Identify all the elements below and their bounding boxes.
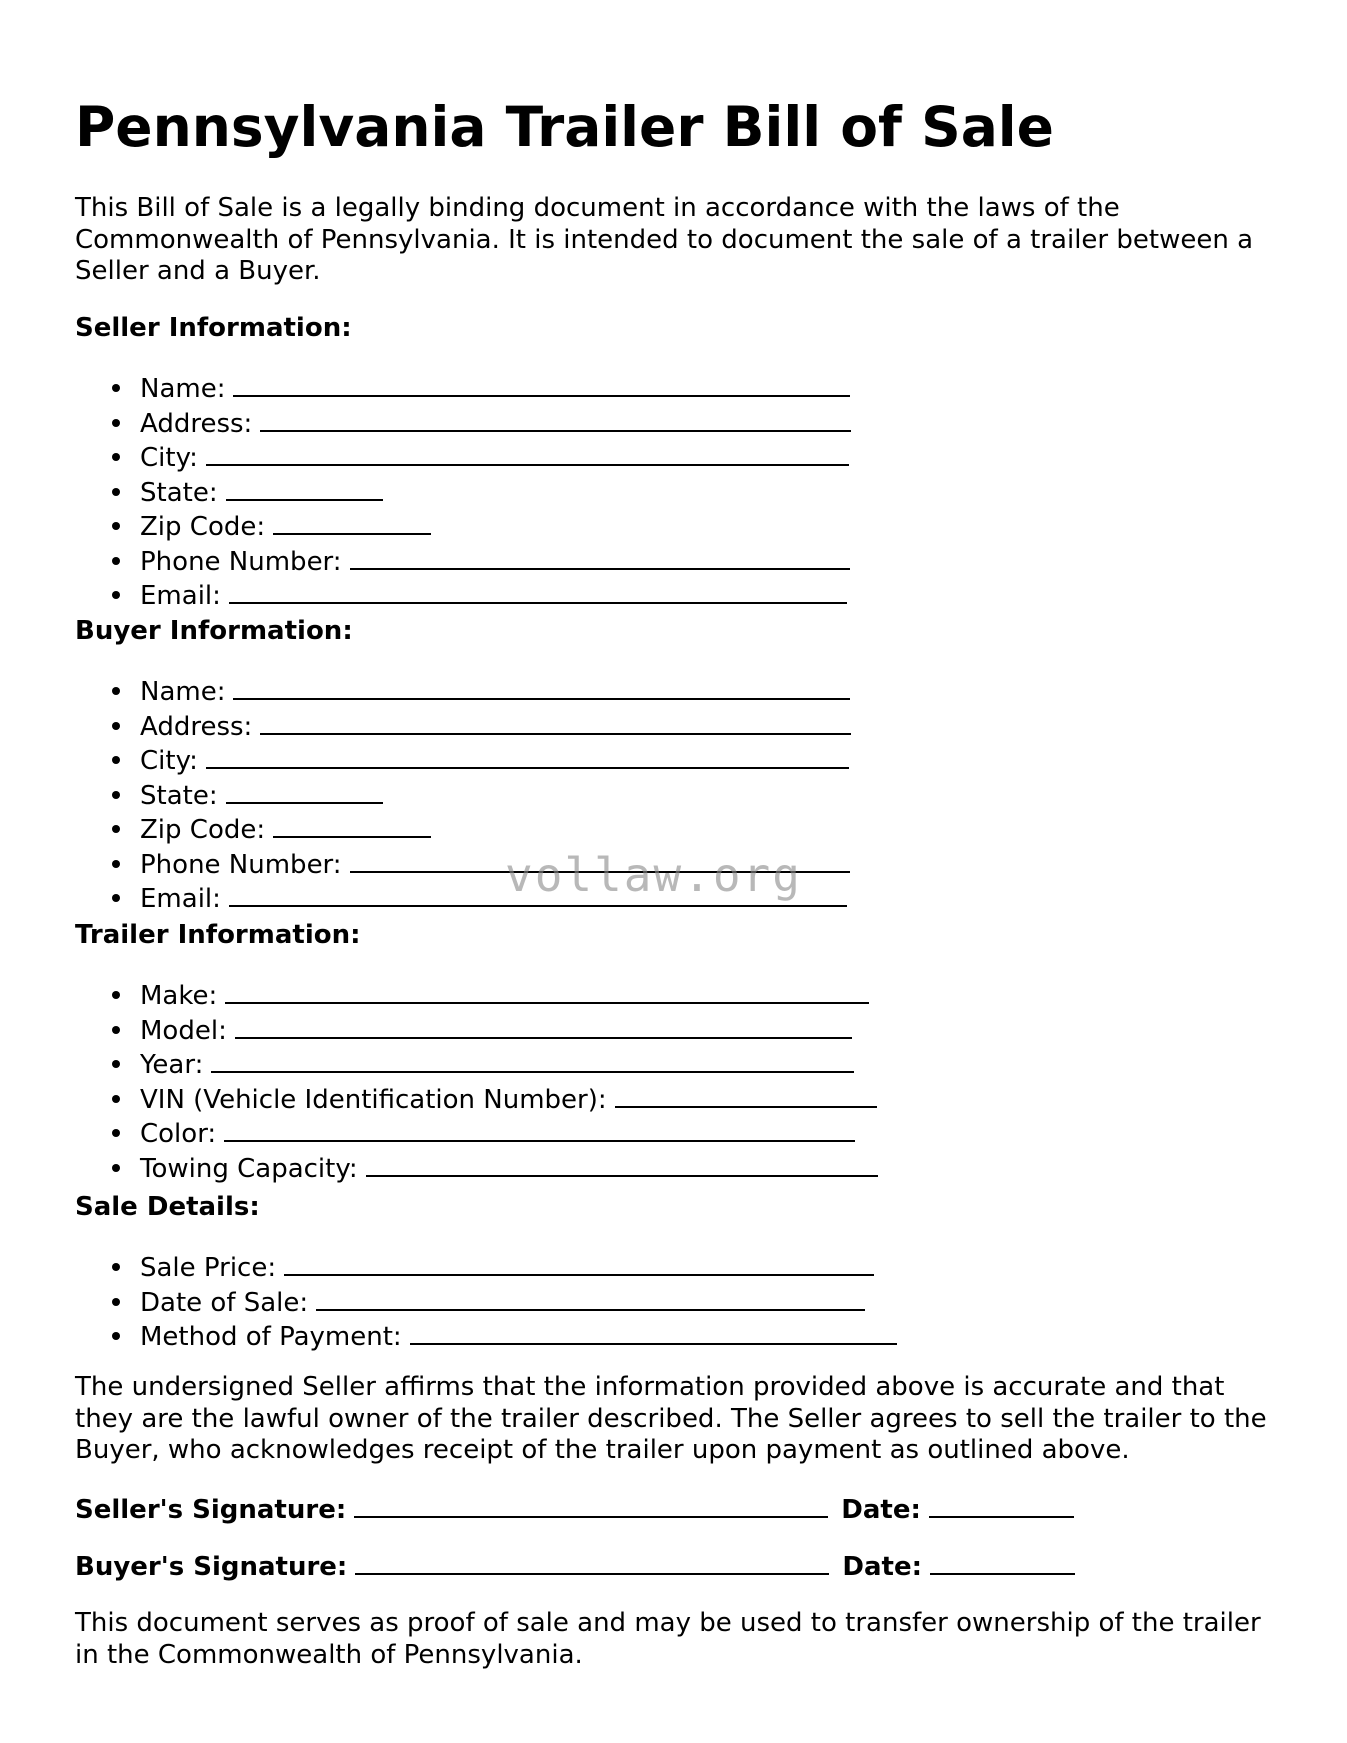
buyer-state-blank[interactable] xyxy=(226,778,383,804)
field-label: Model: xyxy=(140,1015,227,1046)
trailer-towing-item xyxy=(75,1151,878,1186)
field-label: Year: xyxy=(140,1050,204,1080)
payment-method-blank[interactable] xyxy=(410,1319,897,1345)
seller-date-label: Date: xyxy=(841,1495,921,1525)
seller-email-blank[interactable] xyxy=(229,578,847,604)
buyer-city-blank[interactable] xyxy=(206,743,849,769)
trailer-make-blank[interactable] xyxy=(225,978,869,1004)
buyer-signature-row xyxy=(75,1549,1075,1584)
buyer-city-item xyxy=(75,743,851,778)
field-label: Phone Number: xyxy=(140,849,342,880)
field-label: State: xyxy=(140,780,218,811)
field-label: Make: xyxy=(140,981,218,1011)
seller-address-item xyxy=(75,406,851,441)
field-label: Towing Capacity: xyxy=(140,1153,358,1184)
trailer-vin-blank[interactable] xyxy=(615,1082,877,1108)
buyer-address-item xyxy=(75,709,851,744)
buyer-zip-blank[interactable] xyxy=(273,812,431,838)
field-label: Zip Code: xyxy=(140,512,266,542)
field-label: Address: xyxy=(140,408,253,439)
seller-heading: Seller Information: xyxy=(75,313,352,343)
seller-signature-label: Seller's Signature: xyxy=(75,1495,347,1525)
buyer-date-label: Date: xyxy=(842,1552,922,1582)
document-title: Pennsylvania Trailer Bill of Sale xyxy=(75,95,1054,159)
trailer-towing-blank[interactable] xyxy=(366,1151,878,1177)
field-label: City: xyxy=(140,443,198,473)
buyer-state-item xyxy=(75,778,851,813)
watermark: vollaw.org xyxy=(505,848,802,902)
field-label: Sale Price: xyxy=(140,1253,277,1283)
field-label: Color: xyxy=(140,1119,217,1149)
seller-phone-blank[interactable] xyxy=(350,544,850,570)
field-label: Email: xyxy=(140,884,221,914)
seller-city-blank[interactable] xyxy=(206,440,849,466)
sale-fields xyxy=(75,1250,897,1354)
buyer-signature-label: Buyer's Signature: xyxy=(75,1552,348,1582)
seller-email-item xyxy=(75,578,851,613)
intro-paragraph: This Bill of Sale is a legally binding document in accordance with the laws of the Commonwealth of Pennsylvania. It is intended to document the sale of a trailer between a Seller and a Buyer. xyxy=(75,193,1253,286)
seller-signature-row xyxy=(75,1492,1074,1527)
seller-fields xyxy=(75,371,851,613)
seller-date-blank[interactable] xyxy=(929,1492,1074,1518)
sale-price-item xyxy=(75,1250,897,1285)
field-label: Method of Payment: xyxy=(140,1322,402,1352)
buyer-address-blank[interactable] xyxy=(260,709,851,735)
closing-paragraph: This document serves as proof of sale and may be used to transfer ownership of the trailer in the Commonwealth of Pennsylvania. xyxy=(75,1608,1261,1670)
field-label: Email: xyxy=(140,581,221,611)
seller-state-blank[interactable] xyxy=(226,475,383,501)
field-label: Zip Code: xyxy=(140,815,266,845)
trailer-fields xyxy=(75,978,878,1185)
trailer-color-blank[interactable] xyxy=(224,1116,855,1142)
field-label: Name: xyxy=(140,374,226,404)
buyer-name-item xyxy=(75,674,851,709)
seller-name-blank[interactable] xyxy=(233,371,850,397)
trailer-model-blank[interactable] xyxy=(235,1013,852,1039)
seller-address-blank[interactable] xyxy=(260,406,851,432)
affirmation-paragraph: The undersigned Seller affirms that the information provided above is accurate and that they are the lawful owner of the trailer described. The Seller agrees to sell the trailer to the Buyer, who acknowledges receipt of the trailer upon payment as outlined above. xyxy=(75,1372,1267,1465)
payment-method-item xyxy=(75,1319,897,1354)
seller-zip-item xyxy=(75,509,851,544)
field-label: City: xyxy=(140,746,198,776)
buyer-signature-blank[interactable] xyxy=(355,1549,829,1575)
buyer-heading: Buyer Information: xyxy=(75,616,353,646)
field-label: Address: xyxy=(140,711,253,742)
seller-signature-blank[interactable] xyxy=(354,1492,828,1518)
buyer-date-blank[interactable] xyxy=(930,1549,1075,1575)
field-label: Date of Sale: xyxy=(140,1287,309,1318)
buyer-name-blank[interactable] xyxy=(233,674,850,700)
seller-zip-blank[interactable] xyxy=(273,509,431,535)
trailer-color-item xyxy=(75,1116,878,1151)
seller-state-item xyxy=(75,475,851,510)
trailer-make-item xyxy=(75,978,878,1013)
sale-price-blank[interactable] xyxy=(284,1250,874,1276)
trailer-year-item xyxy=(75,1047,878,1082)
field-label: Phone Number: xyxy=(140,546,342,577)
seller-phone-item xyxy=(75,544,851,579)
sale-date-item xyxy=(75,1285,897,1320)
field-label: VIN (Vehicle Identification Number): xyxy=(140,1084,607,1115)
field-label: Name: xyxy=(140,677,226,707)
trailer-vin-item xyxy=(75,1082,878,1117)
trailer-model-item xyxy=(75,1013,878,1048)
seller-city-item xyxy=(75,440,851,475)
seller-name-item xyxy=(75,371,851,406)
sale-heading: Sale Details: xyxy=(75,1192,260,1222)
buyer-zip-item xyxy=(75,812,851,847)
trailer-heading: Trailer Information: xyxy=(75,920,361,950)
sale-date-blank[interactable] xyxy=(316,1285,865,1311)
trailer-year-blank[interactable] xyxy=(211,1047,854,1073)
field-label: State: xyxy=(140,477,218,508)
